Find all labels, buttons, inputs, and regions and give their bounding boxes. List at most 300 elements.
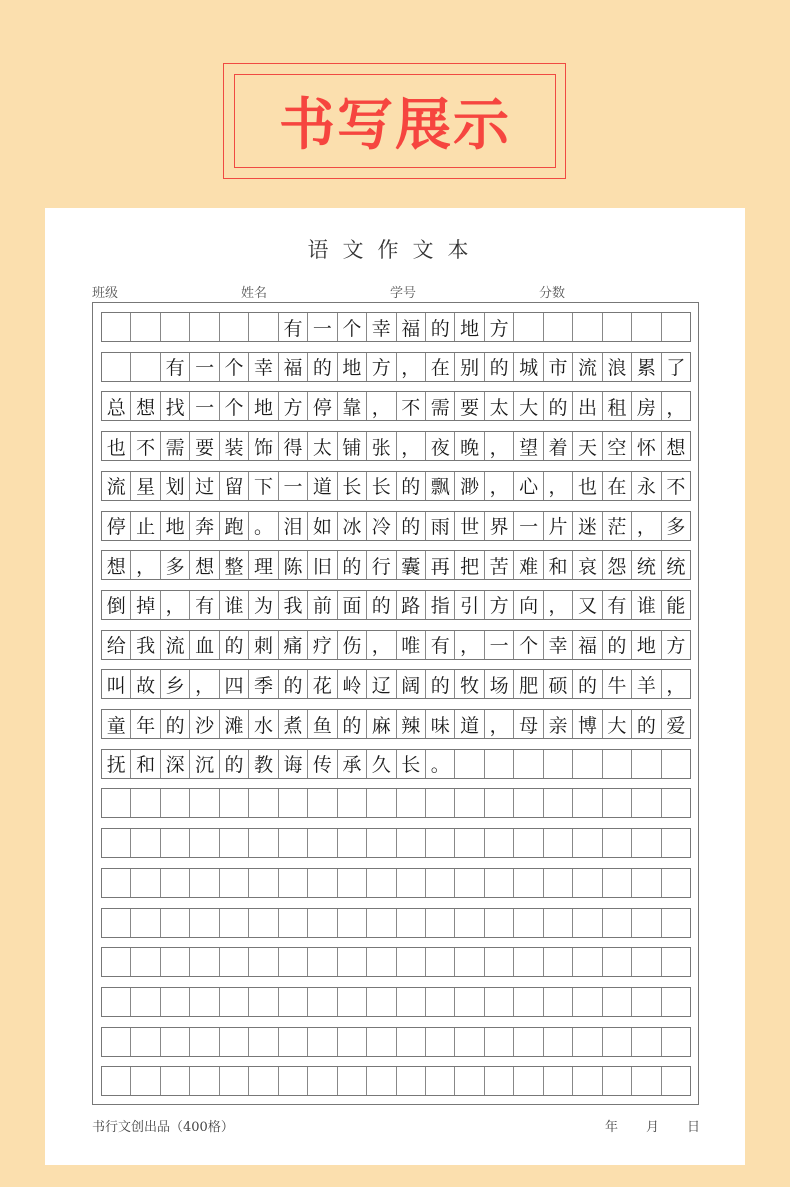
grid-row	[101, 709, 691, 739]
grid-cell: 地	[338, 353, 367, 381]
grid-cell: 得	[279, 432, 308, 460]
grid-cell	[367, 829, 396, 857]
grid-cell	[662, 988, 690, 1016]
grid-cell: 的	[485, 353, 514, 381]
grid-cell: 太	[485, 392, 514, 420]
grid-cell	[603, 313, 632, 341]
grid-cell	[249, 909, 278, 937]
grid-cell	[190, 829, 219, 857]
grid-cell	[573, 829, 602, 857]
grid-cell: 的	[220, 631, 249, 659]
grid-row	[101, 749, 691, 779]
grid-cell: 要	[190, 432, 219, 460]
grid-cell: 止	[131, 512, 160, 540]
grid-cell	[603, 869, 632, 897]
grid-cell: 停	[308, 392, 337, 420]
grid-cell: 传	[308, 750, 337, 778]
grid-cell	[397, 988, 426, 1016]
grid-cell	[249, 988, 278, 1016]
grid-cell: 一	[190, 353, 219, 381]
grid-cell	[279, 869, 308, 897]
grid-cell: 的	[397, 472, 426, 500]
grid-cell: 承	[338, 750, 367, 778]
grid-cell	[220, 1067, 249, 1095]
grid-cell: 需	[161, 432, 190, 460]
grid-cell	[603, 909, 632, 937]
date-fields	[605, 1116, 700, 1135]
grid-cell: 有	[190, 591, 219, 619]
grid-cell	[190, 988, 219, 1016]
grid-cell: 的	[544, 392, 573, 420]
grid-cell	[662, 313, 690, 341]
grid-cell	[220, 909, 249, 937]
grid-cell: 能	[666, 595, 686, 618]
grid-cell	[485, 1028, 514, 1056]
grid-cell: 我	[131, 631, 160, 659]
grid-cell: 又	[573, 591, 602, 619]
grid-cell: 的	[161, 710, 190, 738]
grid-cell: 也	[102, 432, 131, 460]
grid-cell: 童	[102, 710, 131, 738]
grid-cell	[426, 948, 455, 976]
grid-cell: 流	[573, 353, 602, 381]
grid-cell	[190, 948, 219, 976]
grid-row	[101, 630, 691, 660]
grid-cell: 个	[514, 631, 543, 659]
grid-cell	[485, 909, 514, 937]
grid-cell	[131, 1028, 160, 1056]
grid-cell	[455, 750, 484, 778]
grid-cell	[544, 988, 573, 1016]
grid-cell	[249, 789, 278, 817]
grid-cell: 有	[426, 631, 455, 659]
grid-cell	[632, 869, 661, 897]
grid-cell: 福	[397, 313, 426, 341]
grid-cell	[573, 909, 602, 937]
grid-cell	[102, 789, 131, 817]
grid-cell	[161, 869, 190, 897]
grid-cell	[131, 353, 160, 381]
grid-cell: 味	[426, 710, 455, 738]
grid-cell	[426, 869, 455, 897]
grid-cell: 长	[397, 750, 426, 778]
grid-cell: ，	[397, 432, 426, 460]
grid-cell: 和	[544, 551, 573, 579]
grid-cell	[603, 1067, 632, 1095]
grid-cell	[632, 988, 661, 1016]
grid-cell: 不	[131, 432, 160, 460]
grid-cell: 市	[544, 353, 573, 381]
grid-cell: 有	[603, 591, 632, 619]
grid-cell: 花	[308, 670, 337, 698]
grid-cell: 地	[632, 631, 661, 659]
grid-cell	[131, 829, 160, 857]
grid-cell	[367, 988, 396, 1016]
field-student-id: 学号	[390, 286, 417, 301]
grid-cell	[338, 789, 367, 817]
grid-cell: 沉	[190, 750, 219, 778]
grid-cell: 统	[632, 551, 661, 579]
grid-cell	[573, 1067, 602, 1095]
grid-cell: 疗	[308, 631, 337, 659]
grid-cell: 面	[338, 591, 367, 619]
grid-cell	[367, 1028, 396, 1056]
grid-cell	[102, 948, 131, 976]
grid-cell: 留	[220, 472, 249, 500]
grid-cell: 需	[426, 392, 455, 420]
grid-cell	[102, 353, 131, 381]
grid-cell: 心	[514, 472, 543, 500]
grid-cell: 的	[338, 710, 367, 738]
grid-cell	[514, 909, 543, 937]
grid-cell	[514, 750, 543, 778]
grid-cell: 城	[514, 353, 543, 381]
grid-cell	[603, 829, 632, 857]
grid-cell	[338, 988, 367, 1016]
grid-cell: 方	[279, 392, 308, 420]
grid-cell: 叫	[102, 670, 131, 698]
grid-cell	[249, 869, 278, 897]
grid-cell	[279, 789, 308, 817]
grid-cell	[662, 948, 690, 976]
grid-cell: 的	[397, 512, 426, 540]
grid-cell	[308, 948, 337, 976]
grid-cell	[544, 313, 573, 341]
grid-cell	[662, 750, 690, 778]
grid-cell: ，	[544, 472, 573, 500]
grid-cell	[603, 948, 632, 976]
grid-cell	[544, 1028, 573, 1056]
grid-cell: 痛	[279, 631, 308, 659]
date-day: 日	[686, 1120, 700, 1135]
grid-cell	[455, 1067, 484, 1095]
grid-cell: 的	[338, 551, 367, 579]
grid-cell	[397, 789, 426, 817]
grid-cell: 累	[632, 353, 661, 381]
grid-cell: 我	[279, 591, 308, 619]
grid-cell: 亲	[544, 710, 573, 738]
grid-cell	[367, 948, 396, 976]
grid-cell: 给	[102, 631, 131, 659]
grid-cell: 幸	[249, 353, 278, 381]
grid-cell: 下	[249, 472, 278, 500]
grid-row	[101, 908, 691, 938]
grid-cell	[514, 789, 543, 817]
grid-cell: 在	[426, 353, 455, 381]
grid-cell: 的	[632, 710, 661, 738]
grid-cell: 的	[573, 670, 602, 698]
banner-title: 书写展示	[279, 93, 511, 158]
grid-cell: ，	[367, 392, 396, 420]
grid-cell	[308, 1028, 337, 1056]
grid-cell	[544, 789, 573, 817]
grid-cell: 个	[220, 353, 249, 381]
grid-cell	[514, 988, 543, 1016]
grid-cell: 想	[666, 436, 686, 459]
grid-cell	[514, 869, 543, 897]
grid-cell: 煮	[279, 710, 308, 738]
grid-cell: 阔	[397, 670, 426, 698]
grid-cell: 鱼	[308, 710, 337, 738]
grid-cell: 铺	[338, 432, 367, 460]
grid-row	[101, 312, 691, 342]
grid-cell: 怨	[603, 551, 632, 579]
grid-cell: 装	[220, 432, 249, 460]
grid-cell: 抚	[102, 750, 131, 778]
grid-cell	[544, 829, 573, 857]
grid-row	[101, 590, 691, 620]
grid-cell	[632, 1067, 661, 1095]
grid-cell	[603, 988, 632, 1016]
grid-cell	[455, 829, 484, 857]
grid-row	[101, 947, 691, 977]
grid-cell	[397, 909, 426, 937]
grid-cell	[662, 909, 690, 937]
grid-cell: 一	[190, 392, 219, 420]
grid-row	[101, 471, 691, 501]
grid-cell: 方	[666, 635, 686, 658]
grid-cell	[573, 869, 602, 897]
grid-cell: 指	[426, 591, 455, 619]
grid-cell: ，	[367, 631, 396, 659]
grid-cell: 方	[485, 313, 514, 341]
grid-cell	[308, 988, 337, 1016]
grid-cell: 个	[338, 313, 367, 341]
grid-cell: 为	[249, 591, 278, 619]
grid-cell: 伤	[338, 631, 367, 659]
grid-cell: 整	[220, 551, 249, 579]
grid-row	[101, 431, 691, 461]
grid-cell	[397, 1067, 426, 1095]
grid-row	[101, 352, 691, 382]
grid-cell	[514, 829, 543, 857]
grid-cell: 靠	[338, 392, 367, 420]
grid-cell: 地	[249, 392, 278, 420]
grid-cell	[131, 948, 160, 976]
grid-row	[101, 550, 691, 580]
grid-cell: 母	[514, 710, 543, 738]
grid-cell	[102, 313, 131, 341]
grid-cell: 饰	[249, 432, 278, 460]
grid-cell: ，	[131, 551, 160, 579]
grid-cell: 想	[190, 551, 219, 579]
grid-cell	[544, 909, 573, 937]
grid-cell	[367, 1067, 396, 1095]
grid-cell: 一	[485, 631, 514, 659]
grid-cell	[102, 1067, 131, 1095]
grid-cell: 陈	[279, 551, 308, 579]
grid-cell: 博	[573, 710, 602, 738]
grid-cell	[632, 909, 661, 937]
grid-cell: 怀	[632, 432, 661, 460]
grid-cell: 理	[249, 551, 278, 579]
grid-cell: ，	[485, 710, 514, 738]
grid-cell	[573, 988, 602, 1016]
grid-cell	[544, 750, 573, 778]
grid-cell	[161, 909, 190, 937]
grid-cell: ，	[666, 674, 686, 697]
grid-cell	[190, 869, 219, 897]
grid-row	[101, 1027, 691, 1057]
grid-cell	[131, 789, 160, 817]
grid-cell	[573, 750, 602, 778]
grid-cell: 大	[603, 710, 632, 738]
grid-cell: 福	[279, 353, 308, 381]
grid-cell	[131, 1067, 160, 1095]
grid-cell: 了	[666, 357, 686, 380]
grid-cell: 流	[102, 472, 131, 500]
grid-cell	[455, 789, 484, 817]
grid-cell	[279, 948, 308, 976]
grid-cell: 辣	[397, 710, 426, 738]
grid-cell	[662, 1067, 690, 1095]
grid-cell: 别	[455, 353, 484, 381]
field-name: 姓名	[241, 286, 268, 301]
grid-cell	[514, 1028, 543, 1056]
grid-cell: 张	[367, 432, 396, 460]
grid-cell: 长	[338, 472, 367, 500]
grid-cell	[220, 829, 249, 857]
grid-cell: 血	[190, 631, 219, 659]
grid-cell: 渺	[455, 472, 484, 500]
grid-cell: 水	[249, 710, 278, 738]
grid-cell: 爱	[666, 714, 686, 737]
grid-cell: 年	[131, 710, 160, 738]
grid-cell: 季	[249, 670, 278, 698]
grid-cell: 行	[367, 551, 396, 579]
grid-cell	[632, 789, 661, 817]
grid-cell: 引	[455, 591, 484, 619]
composition-paper	[45, 208, 745, 1165]
grid-cell	[279, 1067, 308, 1095]
grid-cell	[190, 1067, 219, 1095]
grid-cell: 岭	[338, 670, 367, 698]
grid-cell: 福	[573, 631, 602, 659]
grid-cell: 辽	[367, 670, 396, 698]
grid-cell	[249, 829, 278, 857]
grid-cell: 要	[455, 392, 484, 420]
grid-cell: 深	[161, 750, 190, 778]
grid-cell: ，	[632, 512, 661, 540]
grid-cell: 把	[455, 551, 484, 579]
grid-cell: 停	[102, 512, 131, 540]
grid-row	[101, 828, 691, 858]
grid-cell	[102, 829, 131, 857]
grid-cell	[662, 829, 690, 857]
grid-cell: 星	[131, 472, 160, 500]
grid-cell: 浪	[603, 353, 632, 381]
grid-cell	[220, 988, 249, 1016]
grid-cell	[426, 909, 455, 937]
grid-cell	[397, 829, 426, 857]
grid-cell: 哀	[573, 551, 602, 579]
grid-cell	[426, 829, 455, 857]
grid-cell: 晚	[455, 432, 484, 460]
grid-cell	[338, 948, 367, 976]
grid-cell	[573, 313, 602, 341]
grid-cell	[308, 1067, 337, 1095]
grid-cell	[220, 948, 249, 976]
grid-cell	[102, 909, 131, 937]
grid-cell: 过	[190, 472, 219, 500]
grid-cell	[161, 789, 190, 817]
grid-cell: 的	[426, 313, 455, 341]
grid-cell	[279, 829, 308, 857]
grid-row	[101, 987, 691, 1017]
grid-cell: 多	[666, 516, 686, 538]
grid-cell	[367, 869, 396, 897]
grid-row	[101, 868, 691, 898]
grid-cell	[455, 869, 484, 897]
grid-cell	[632, 1028, 661, 1056]
grid-cell	[485, 869, 514, 897]
grid-cell	[485, 1067, 514, 1095]
grid-cell: 永	[632, 472, 661, 500]
grid-cell: 再	[426, 551, 455, 579]
grid-cell: 刺	[249, 631, 278, 659]
grid-cell: 雨	[426, 512, 455, 540]
grid-cell: 掉	[131, 591, 160, 619]
grid-cell: 麻	[367, 710, 396, 738]
field-class: 班级	[92, 286, 119, 301]
grid-cell: 冰	[338, 512, 367, 540]
grid-cell	[131, 909, 160, 937]
grid-row	[101, 669, 691, 699]
grid-cell: 故	[131, 670, 160, 698]
grid-cell: 的	[308, 353, 337, 381]
grid-cell: 长	[367, 472, 396, 500]
grid-cell: 划	[161, 472, 190, 500]
grid-cell	[249, 1028, 278, 1056]
grid-cell	[220, 1028, 249, 1056]
grid-cell: 路	[397, 591, 426, 619]
grid-cell	[161, 1067, 190, 1095]
grid-cell	[426, 988, 455, 1016]
grid-cell	[397, 948, 426, 976]
grid-cell: 的	[279, 670, 308, 698]
grid-cell	[426, 1067, 455, 1095]
grid-cell	[131, 869, 160, 897]
grid-cell	[485, 789, 514, 817]
grid-cell: 倒	[102, 591, 131, 619]
grid-cell: 迷	[573, 512, 602, 540]
grid-cell: 幸	[544, 631, 573, 659]
grid-cell	[220, 313, 249, 341]
grid-cell	[455, 988, 484, 1016]
field-score: 分数	[539, 286, 566, 301]
grid-cell	[455, 948, 484, 976]
grid-cell: ，	[397, 353, 426, 381]
grid-cell	[367, 789, 396, 817]
grid-cell: 沙	[190, 710, 219, 738]
grid-cell: 太	[308, 432, 337, 460]
grid-cell: 教	[249, 750, 278, 778]
grid-cell: 想	[102, 551, 131, 579]
grid-cell: 不	[666, 476, 686, 499]
grid-cell	[455, 909, 484, 937]
grid-cell: 一	[308, 313, 337, 341]
grid-cell	[485, 750, 514, 778]
grid-cell: 夜	[426, 432, 455, 460]
grid-cell	[338, 829, 367, 857]
grid-cell: 方	[485, 591, 514, 619]
grid-cell: 地	[455, 313, 484, 341]
grid-cell: 诲	[279, 750, 308, 778]
grid-cell: 幸	[367, 313, 396, 341]
grid-cell	[308, 869, 337, 897]
grid-cell	[161, 313, 190, 341]
grid-cell: 有	[161, 353, 190, 381]
